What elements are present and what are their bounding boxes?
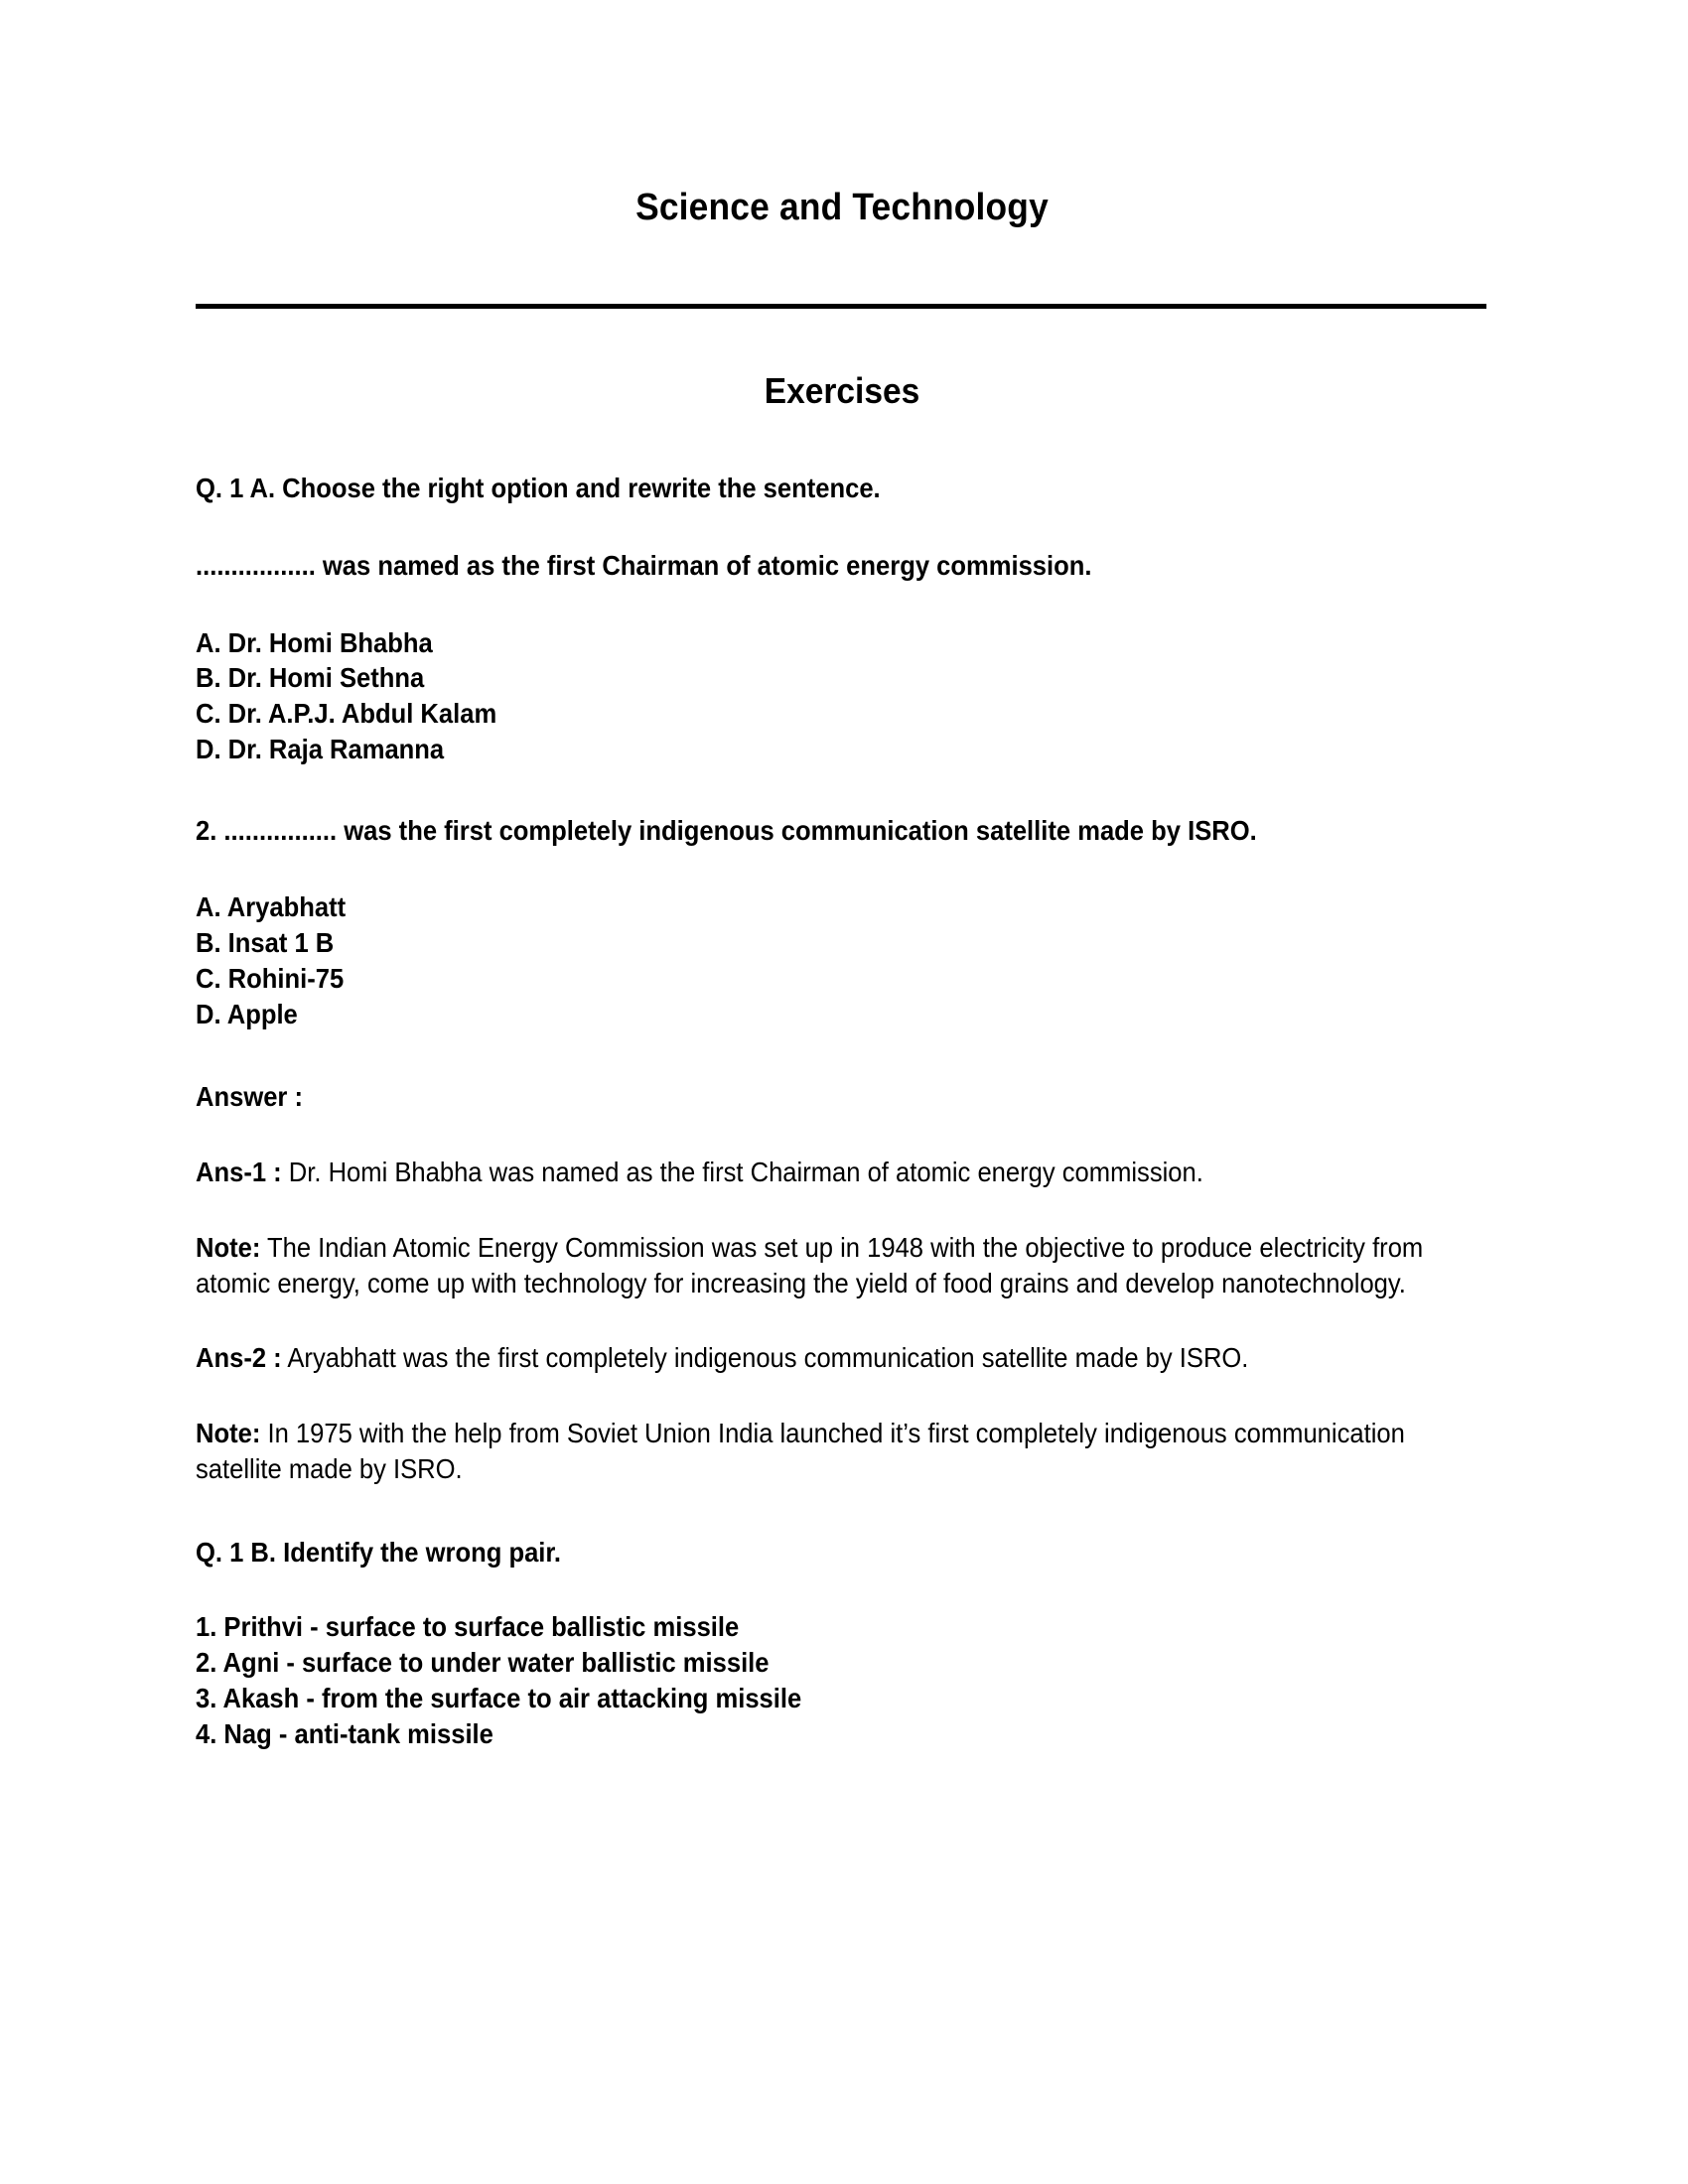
- question-1a-q1-stem: ................. was named as the first Chairman of atomic energy commission.: [196, 549, 1092, 581]
- option-item: B. Dr. Homi Sethna: [196, 662, 425, 694]
- option-item: A. Aryabhatt: [196, 891, 347, 923]
- answer-text: Dr. Homi Bhabha was named as the first Chairman of atomic energy commission.: [281, 1157, 1203, 1188]
- question-1b-pair-list: [196, 1609, 1488, 1751]
- page-content: [196, 0, 1488, 1751]
- question-1a-heading: Q. 1 A. Choose the right option and rewrite the sentence.: [196, 473, 881, 504]
- option-item: D. Dr. Raja Ramanna: [196, 733, 445, 764]
- pair-item: 1. Prithvi - surface to surface ballistic missile: [196, 1611, 740, 1643]
- answer-label: Ans-1 :: [196, 1157, 282, 1188]
- answer-section-heading: Answer :: [196, 1081, 304, 1113]
- page-title: Science and Technology: [635, 187, 1049, 228]
- question-1a-q2-stem: 2. ................ was the first completely indigenous communication satellite made by ISRO.: [196, 814, 1257, 846]
- note-label: Note:: [196, 1231, 261, 1263]
- option-item: A. Dr. Homi Bhabha: [196, 626, 433, 658]
- answer-paragraph: [196, 1155, 1488, 1190]
- question-1b-heading: Q. 1 B. Identify the wrong pair.: [196, 1536, 562, 1568]
- section-heading-exercises: Exercises: [764, 369, 920, 411]
- option-item: C. Dr. A.P.J. Abdul Kalam: [196, 698, 497, 730]
- pair-item: 4. Nag - anti-tank missile: [196, 1717, 493, 1749]
- question-1a-q1-options: [196, 625, 1488, 767]
- note-label: Note:: [196, 1418, 261, 1449]
- answer-paragraph: [196, 1340, 1488, 1376]
- answer-text: Aryabhatt was the first completely indigenous communication satellite made by ISRO.: [281, 1342, 1249, 1374]
- answer-label: Ans-2 :: [196, 1342, 282, 1374]
- note-text: The Indian Atomic Energy Commission was set up in 1948 with the objective to produce electricity from atomic energy, come up with technology for increasing the yield of food grains and develop nanotechnology.: [196, 1231, 1424, 1298]
- pair-item: 3. Akash - from the surface to air attacking missile: [196, 1682, 802, 1713]
- pair-item: 2. Agni - surface to under water ballistic missile: [196, 1647, 770, 1679]
- note-text: In 1975 with the help from Soviet Union India launched it’s first completely indigenous communication satellite made by ISRO.: [196, 1418, 1405, 1484]
- option-item: D. Apple: [196, 998, 298, 1029]
- option-item: C. Rohini-75: [196, 962, 345, 994]
- note-paragraph: [196, 1416, 1488, 1487]
- question-1a-q2-options: [196, 889, 1488, 1031]
- note-paragraph: [196, 1230, 1488, 1301]
- option-item: B. Insat 1 B: [196, 927, 335, 959]
